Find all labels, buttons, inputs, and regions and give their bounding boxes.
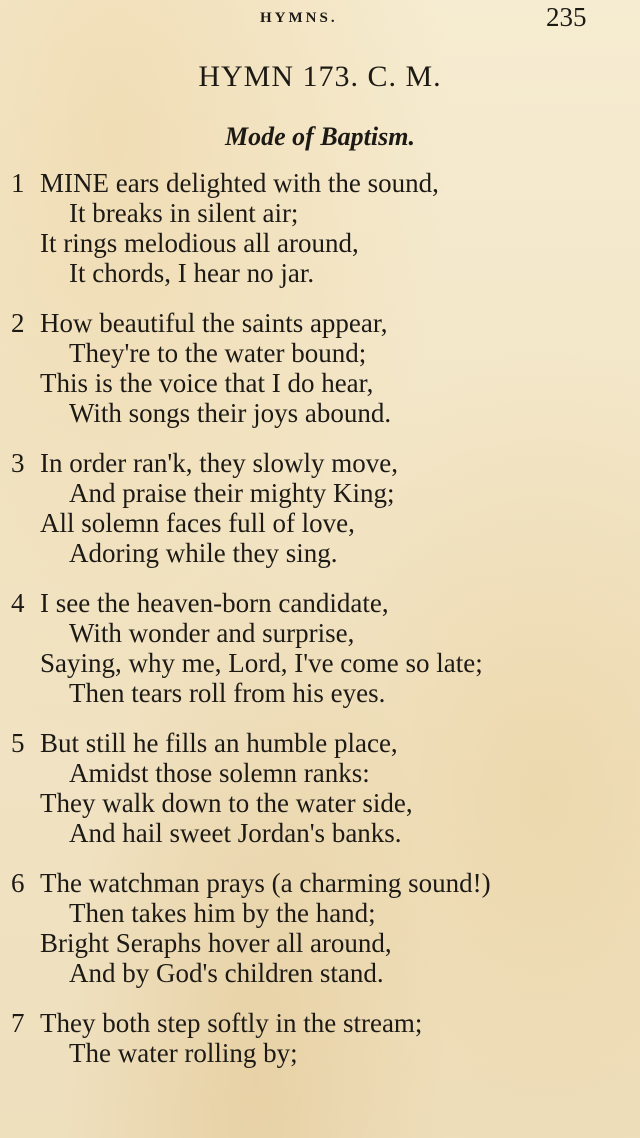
verse-line: The water rolling by; [69,1038,298,1068]
verse-line: They're to the water bound; [69,338,367,368]
verse-line: It breaks in silent air; [69,198,299,228]
verse-line: They both step softly in the stream; [40,1008,423,1038]
verses-container [0,168,640,1088]
verse-line: With songs their joys abound. [69,398,392,428]
verse-line: I see the heaven-born candidate, [40,588,389,618]
running-head: HYMNS. [260,10,338,26]
verse-line: It rings melodious all around, [40,228,359,258]
verse-line: With wonder and surprise, [69,618,355,648]
verse-line: Amidst those solemn ranks: [69,758,370,788]
verse [0,588,640,708]
hymn-title: HYMN 173. C. M. [198,60,442,93]
verse-line: In order ran'k, they slowly move, [40,448,399,478]
verse-number: 5 [11,728,25,758]
verse-line: Saying, why me, Lord, I've come so late; [40,648,483,678]
verse-number: 7 [11,1008,25,1038]
verse-line: Bright Seraphs hover all around, [40,928,392,958]
verse-line: And by God's children stand. [69,958,384,988]
verse-line: But still he fills an humble place, [40,728,398,758]
verse [0,308,640,428]
verse-line: MINE ears delighted with the sound, [40,168,439,198]
verse [0,728,640,848]
verse-line: It chords, I hear no jar. [69,258,315,288]
verse [0,448,640,568]
verse-line: And hail sweet Jordan's banks. [69,818,402,848]
verse-line: They walk down to the water side, [40,788,413,818]
verse [0,1008,640,1068]
hymn-subtitle: Mode of Baptism. [225,122,415,151]
verse-line: Then tears roll from his eyes. [69,678,386,708]
verse-line: Then takes him by the hand; [69,898,376,928]
verse-line: And praise their mighty King; [69,478,395,508]
verse-line: The watchman prays (a charming sound!) [40,868,491,898]
verse-line: Adoring while they sing. [69,538,338,568]
verse-line: How beautiful the saints appear, [40,308,388,338]
page-number: 235 [546,2,587,32]
verse-number: 6 [11,868,25,898]
verse [0,868,640,988]
verse-number: 3 [11,448,25,478]
verse-line: All solemn faces full of love, [40,508,355,538]
verse-number: 2 [11,308,25,338]
verse-number: 4 [11,588,25,618]
verse [0,168,640,288]
verse-line: This is the voice that I do hear, [40,368,374,398]
verse-number: 1 [11,168,25,198]
